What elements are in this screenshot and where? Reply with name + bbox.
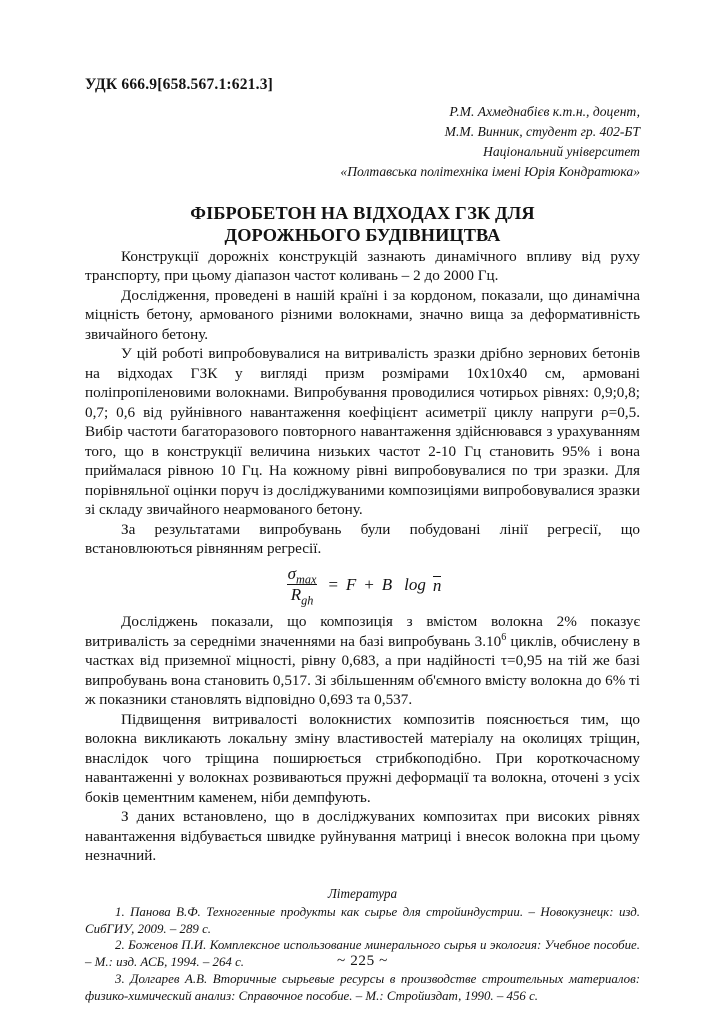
n-bar-symbol: n — [432, 575, 442, 595]
regression-formula — [85, 564, 640, 608]
affiliation-line-2: «Полтавська політехніка імені Юрія Кондратюка» — [340, 163, 640, 179]
r-symbol: R — [290, 585, 302, 605]
reference-item: 2. Боженов П.И. Комплексное использование минерального сырья и экология: Учебное пособие. – М.: изд. АСБ, 1994. – 264 с. — [85, 938, 640, 970]
author-line-1: Р.М. Ахмеднабієв к.т.н., доцент, — [449, 104, 640, 119]
author-block — [85, 102, 640, 182]
reference-item: 3. Долгарев А.В. Вторичные сырьевые ресурсы в производстве строительных материалов: физико-химический анализ: Справочное пособие. – М.: Стройиздат, 1990. – 456 с. — [85, 971, 640, 1003]
cycles-exponent: 6 — [501, 631, 507, 643]
references-heading: Література — [327, 885, 398, 901]
paragraph-regression-intro: За результатами випробувань були побудовані лінії регресії, що встановлюються рівнянням регресії. — [85, 520, 640, 558]
paragraph-research: Дослідження, проведені в нашій країні і за кордоном, показали, що динамічна міцність бетону, армованого різними волокнами, значно вища за деформативність звичайного бетону. — [85, 286, 640, 343]
paragraph-results — [85, 612, 640, 710]
formula-denominator — [287, 584, 318, 608]
coefficient-b: B — [381, 574, 393, 594]
sigma-subscript: max — [296, 572, 317, 587]
affiliation-line-1: Національний університет — [483, 143, 640, 159]
title-line-1: ФІБРОБЕТОН НА ВІДХОДАХ ГЗК ДЛЯ — [190, 202, 535, 223]
plus-sign: + — [363, 574, 375, 594]
results-text-prefix: Досліджень показали, що композиція з вмістом волокна 2% показує витривалість за середніми значеннями на базі випробувань 3.10 — [85, 613, 640, 650]
results-text-suffix: циклів, обчислену в частках від приземної міцності, рівну 0,683, а при надійності τ=0,95 на тій же базі випробувань вона становить 0,517. Зі збільшенням об'ємного вмісту волокна до 6% ті ж показники становлять відповідно 0,693 та 0,537. — [85, 632, 641, 709]
equals-sign: = — [327, 574, 339, 594]
formula-fraction — [284, 564, 321, 608]
page-title — [85, 202, 640, 247]
log-operator: log — [404, 574, 426, 594]
paragraph-intro: Конструкції дорожніх конструкцій зазнають динамічного впливу від руху транспорту, при цьому діапазон частот коливань – 2 до 2000 Гц. — [85, 247, 640, 285]
coefficient-f: F — [345, 574, 357, 594]
reference-item: 1. Панова В.Ф. Техногенные продукты как сырье для стройиндустрии. – Новокузнецк: изд. СибГИУ, 2009. – 289 с. — [85, 904, 640, 936]
paragraph-explanation: Підвищення витривалості волокнистих композитів пояснюється тим, що волокна викликають локальну зміну властивостей матеріалу на околицях тріщин, внаслідок чого тріщина поширюється стрибкоподібно. При короткочасному навантаженні у волокнах розвиваються пружні деформації та волокна, оточені з усіх боків цементним каменем, ніби демпфують. — [85, 710, 640, 806]
udk-code: УДК 666.9[658.567.1:621.3] — [85, 76, 274, 93]
page-number: ~ 225 ~ — [336, 952, 388, 969]
author-line-2: М.М. Винник, студент гр. 402-БТ — [444, 123, 640, 139]
formula-expression — [284, 564, 442, 608]
paragraph-conclusion: З даних встановлено, що в досліджуваних композитах при високих рівнях навантаження відбувається швидке руйнування матриці і внесок волокна при цьому незначний. — [85, 808, 640, 865]
paragraph-methods: У цій роботі випробовувалися на витривалість зразки дрібно зернових бетонів на відходах ГЗК у вигляді призм розмірами 10x10x40 см, армовані поліпропіленовими волокнами. Випробування проводилися чотирьох рівнях: 0,9;0,8; 0,7; 0,6 від руйнівного навантаження коефіцієнт асиметрії циклу напруги ρ=0,5. Вибір частоти багаторазового повторного навантаження здійснювався з урахуванням того, що в конструкції величина низьких частот 2-10 Гц становить 95% і вона приймалася рівною 10 Гц. На кожному рівні випробовувалися по три зразки. Для порівняльної оцінки поруч із досліджуваними композиціями випробовувалися зразки зі складу звичайного неармованого бетону. — [85, 345, 640, 519]
document-page — [85, 0, 640, 1024]
r-subscript: gh — [301, 593, 314, 608]
sigma-symbol: σ — [287, 564, 296, 583]
formula-numerator — [284, 564, 321, 587]
title-line-2: ДОРОЖНЬОГО БУДІВНИЦТВА — [224, 225, 501, 246]
